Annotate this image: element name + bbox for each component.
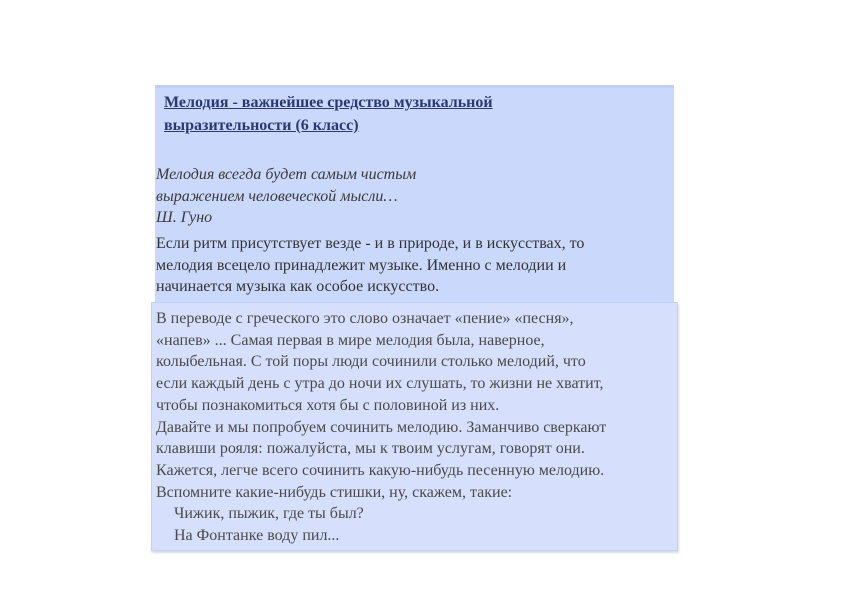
body-paragraph xyxy=(156,308,606,547)
body-line: Давайте и мы попробуем сочинить мелодию. Заманчиво сверкают xyxy=(156,418,607,436)
body-line: клавиши рояля: пожалуйста, мы к твоим услугам, говорят они. xyxy=(156,440,585,458)
verse-line: На Фонтанке воду пил... xyxy=(174,527,340,545)
body-line: Вспомните какие-нибудь стишки, ну, скажем, такие: xyxy=(156,483,513,501)
intro-line: мелодия всецело принадлежит музыке. Именно с мелодии и xyxy=(156,256,567,274)
body-line: если каждый день с утра до ночи их слушать, то жизни не хватит, xyxy=(156,375,604,393)
body-line: Кажется, легче всего сочинить какую-нибудь песенную мелодию. xyxy=(156,461,605,479)
title-line: выразительности (6 класс) xyxy=(164,117,359,134)
body-line: В переводе с греческого это слово означает «пение» «песня», xyxy=(156,310,574,327)
intro-line: начинается музыка как особое искусство. xyxy=(156,278,440,295)
body-line: колыбельная. С той поры люди сочинили столько мелодий, что xyxy=(156,353,586,371)
intro-line: Если ритм присутствует везде - и в природе, и в искусствах, то xyxy=(156,235,585,252)
epigraph xyxy=(156,164,416,229)
intro-paragraph xyxy=(156,233,584,298)
body-line: «напев» ... Самая первая в мире мелодия была, наверное, xyxy=(156,331,545,349)
epigraph-author: Ш. Гуно xyxy=(156,209,213,226)
page-title xyxy=(164,91,493,137)
epigraph-line: выражением человеческой мысли… xyxy=(156,187,398,205)
body-line: чтобы познакомиться хотя бы с половиной из них. xyxy=(156,396,500,414)
title-line: Мелодия - важнейшее средство музыкальной xyxy=(164,94,493,111)
verse-line: Чижик, пыжик, где ты был? xyxy=(174,505,364,523)
epigraph-line: Мелодия всегда будет самым чистым xyxy=(156,166,417,183)
